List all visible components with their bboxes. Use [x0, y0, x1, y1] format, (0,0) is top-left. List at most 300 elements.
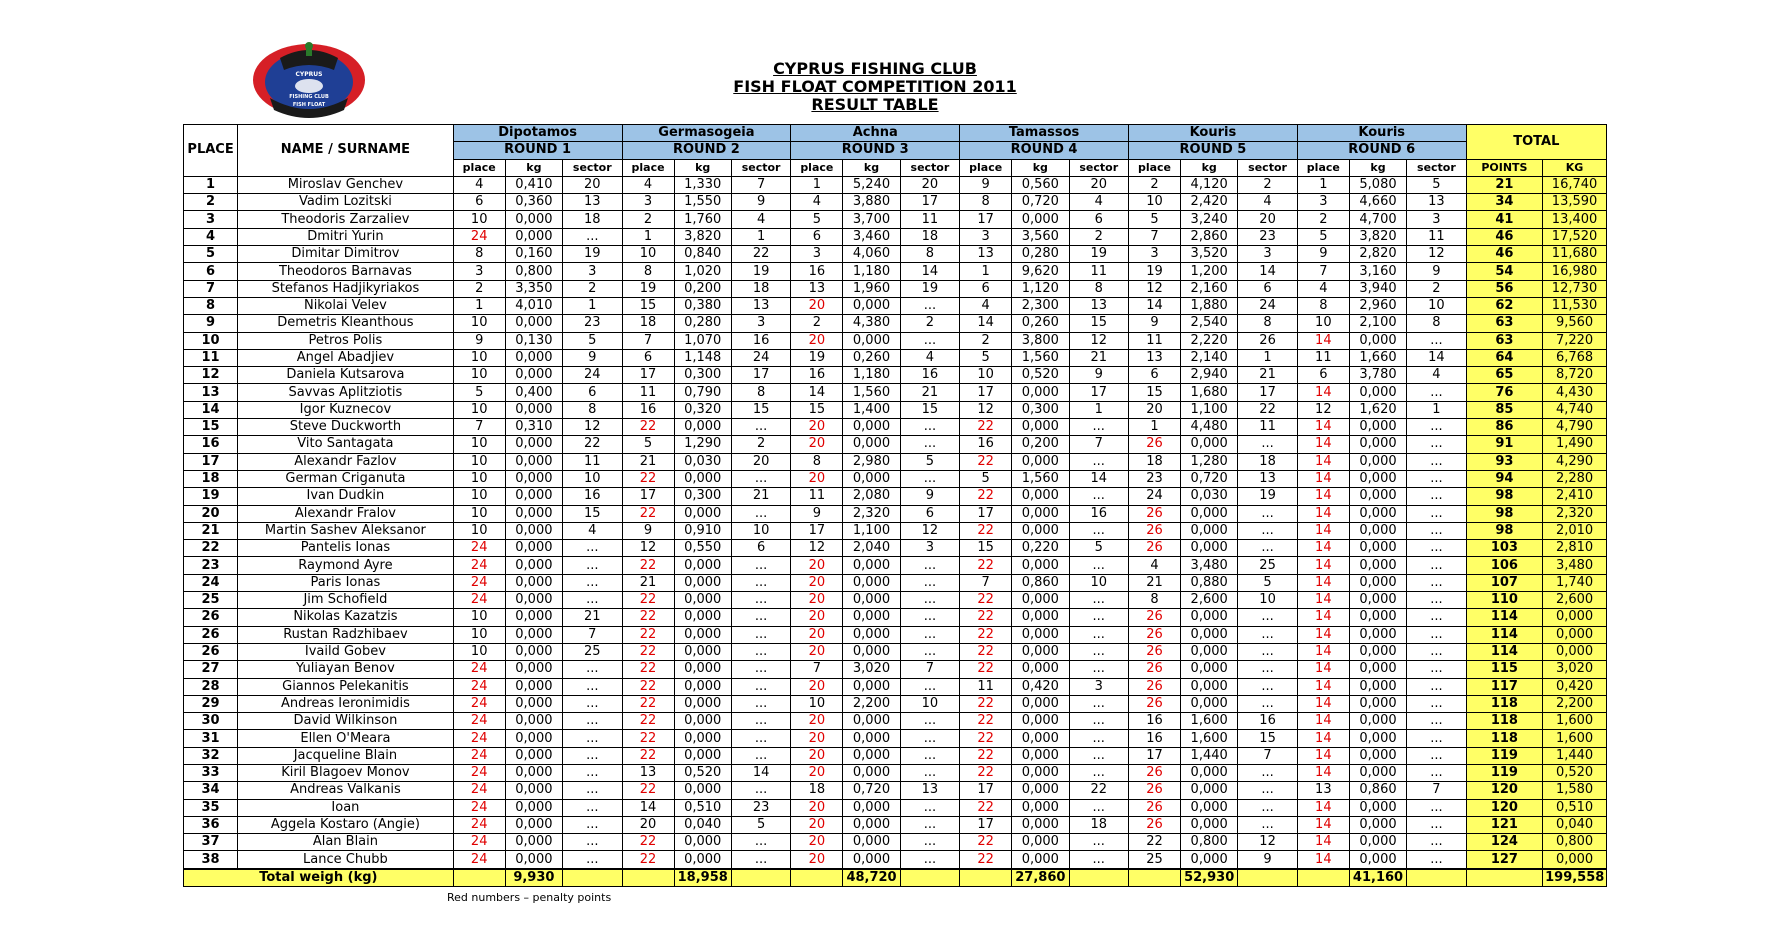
round-sector: ...: [563, 782, 622, 799]
round-kg: 0,000: [843, 799, 900, 816]
round-place: 17: [791, 522, 843, 539]
row-name: Giannos Pelekanitis: [238, 678, 454, 695]
table-row: [184, 436, 1607, 453]
row-points: 98: [1466, 522, 1542, 539]
round-kg: 0,000: [1349, 470, 1406, 487]
round-kg: 0,000: [843, 747, 900, 764]
round-kg: 0,000: [843, 470, 900, 487]
round-kg: 0,000: [505, 678, 562, 695]
round-sector: 16: [1238, 713, 1297, 730]
round-sector: ...: [1407, 574, 1466, 591]
round-kg: 0,000: [843, 851, 900, 869]
round-kg: 0,720: [1181, 470, 1238, 487]
table-row: [184, 609, 1607, 626]
row-kg-total: 16,740: [1543, 176, 1607, 193]
round-kg: 1,120: [1012, 280, 1069, 297]
header-kg: KG: [1543, 159, 1607, 176]
round-kg: 0,000: [1349, 661, 1406, 678]
header-sub-sector: sector: [1407, 159, 1466, 176]
round-place: 14: [1297, 626, 1349, 643]
round-place: 14: [1297, 332, 1349, 349]
round-kg: 0,560: [1012, 176, 1069, 193]
round-kg: 0,000: [843, 764, 900, 781]
round-sector: ...: [1407, 436, 1466, 453]
round-kg: 0,000: [843, 626, 900, 643]
round-kg: 1,020: [674, 263, 731, 280]
round-kg: 0,000: [1349, 609, 1406, 626]
round-kg: 0,000: [843, 678, 900, 695]
round-kg: 0,000: [1181, 799, 1238, 816]
round-sector: 9: [1407, 263, 1466, 280]
round-kg: 0,510: [674, 799, 731, 816]
row-name: Angel Abadjiev: [238, 349, 454, 366]
row-kg-total: 3,480: [1543, 557, 1607, 574]
round-kg: 0,000: [1181, 540, 1238, 557]
round-sector: ...: [1238, 609, 1297, 626]
round-kg: 0,000: [1012, 799, 1069, 816]
round-place: 10: [791, 695, 843, 712]
round-place: 9: [453, 332, 505, 349]
round-sector: 2: [1069, 228, 1128, 245]
row-place: 1: [184, 176, 238, 193]
round-place: 20: [791, 816, 843, 833]
round-place: 20: [791, 574, 843, 591]
round-place: 10: [1297, 315, 1349, 332]
round-sector: ...: [731, 557, 790, 574]
round-place: 20: [791, 419, 843, 436]
round-place: 7: [791, 661, 843, 678]
round-place: 2: [1128, 176, 1180, 193]
table-row: [184, 246, 1607, 263]
row-place: 36: [184, 816, 238, 833]
row-points: 93: [1466, 453, 1542, 470]
table-row: [184, 384, 1607, 401]
round-sector: ...: [900, 297, 959, 314]
round-sector: 18: [731, 280, 790, 297]
header-sub-sector: sector: [731, 159, 790, 176]
svg-text:FISH FLOAT: FISH FLOAT: [292, 102, 326, 108]
row-points: 127: [1466, 851, 1542, 869]
round-sector: 9: [900, 488, 959, 505]
round-place: 14: [1297, 522, 1349, 539]
round-place: 14: [1297, 488, 1349, 505]
round-sector: 8: [1069, 280, 1128, 297]
round-sector: 12: [1069, 332, 1128, 349]
totals-spacer: [1128, 869, 1180, 887]
round-sector: ...: [1238, 816, 1297, 833]
round-place: 26: [1128, 522, 1180, 539]
round-place: 11: [1128, 332, 1180, 349]
round-sector: ...: [900, 574, 959, 591]
round-sector: 5: [1407, 176, 1466, 193]
round-kg: 0,000: [843, 816, 900, 833]
round-place: 22: [622, 557, 674, 574]
round-sector: ...: [1069, 695, 1128, 712]
row-place: 21: [184, 522, 238, 539]
row-name: Ellen O'Meara: [238, 730, 454, 747]
round-place: 20: [791, 470, 843, 487]
round-kg: 0,000: [1349, 505, 1406, 522]
round-kg: 0,840: [674, 246, 731, 263]
round-place: 12: [791, 540, 843, 557]
row-points: 124: [1466, 834, 1542, 851]
round-sector: ...: [1407, 626, 1466, 643]
round-place: 24: [453, 834, 505, 851]
round-kg: 0,000: [674, 557, 731, 574]
round-place: 14: [1297, 678, 1349, 695]
round-sector: ...: [1069, 626, 1128, 643]
header-sub-sector: sector: [563, 159, 622, 176]
row-points: 34: [1466, 194, 1542, 211]
round-place: 24: [453, 730, 505, 747]
round-place: 12: [1128, 280, 1180, 297]
round-kg: 0,000: [505, 574, 562, 591]
round-kg: 0,000: [1012, 851, 1069, 869]
round-kg: 0,000: [1181, 522, 1238, 539]
totals-spacer: [1069, 869, 1128, 887]
row-place: 31: [184, 730, 238, 747]
row-name: Paris Ionas: [238, 574, 454, 591]
round-sector: 23: [563, 315, 622, 332]
row-points: 86: [1466, 419, 1542, 436]
row-points: 56: [1466, 280, 1542, 297]
round-place: 26: [1128, 626, 1180, 643]
round-place: 6: [1297, 367, 1349, 384]
round-kg: 2,100: [1349, 315, 1406, 332]
round-kg: 0,000: [1181, 695, 1238, 712]
row-place: 11: [184, 349, 238, 366]
round-sector: ...: [563, 747, 622, 764]
round-sector: 21: [900, 384, 959, 401]
round-kg: 4,700: [1349, 211, 1406, 228]
round-place: 14: [1297, 453, 1349, 470]
row-kg-total: 1,440: [1543, 747, 1607, 764]
round-kg: 1,560: [1012, 349, 1069, 366]
round-sector: 19: [731, 263, 790, 280]
round-place: 24: [453, 747, 505, 764]
row-place: 38: [184, 851, 238, 869]
table-row: [184, 747, 1607, 764]
table-row: [184, 695, 1607, 712]
header-location: Dipotamos: [453, 125, 622, 142]
round-sector: ...: [1407, 557, 1466, 574]
round-sector: ...: [1069, 609, 1128, 626]
round-sector: ...: [1407, 384, 1466, 401]
row-name: Alexandr Fralov: [238, 505, 454, 522]
row-place: 29: [184, 695, 238, 712]
round-kg: 0,030: [1181, 488, 1238, 505]
row-name: Nikolas Kazatzis: [238, 609, 454, 626]
row-points: 85: [1466, 401, 1542, 418]
round-sector: 3: [1069, 678, 1128, 695]
row-kg-total: 2,410: [1543, 488, 1607, 505]
table-row: [184, 834, 1607, 851]
header-sub-kg: kg: [1012, 159, 1069, 176]
round-sector: ...: [1238, 678, 1297, 695]
round-sector: ...: [900, 419, 959, 436]
round-sector: ...: [731, 470, 790, 487]
round-sector: ...: [1069, 488, 1128, 505]
round-sector: ...: [1238, 764, 1297, 781]
round-place: 6: [960, 280, 1012, 297]
round-sector: 11: [563, 453, 622, 470]
row-kg-total: 0,040: [1543, 816, 1607, 833]
round-place: 18: [622, 315, 674, 332]
round-sector: 13: [1069, 297, 1128, 314]
round-place: 15: [1128, 384, 1180, 401]
round-place: 9: [1297, 246, 1349, 263]
round-kg: 0,000: [843, 297, 900, 314]
round-sector: ...: [1238, 540, 1297, 557]
round-sector: 2: [731, 436, 790, 453]
round-place: 20: [791, 764, 843, 781]
round-sector: ...: [563, 228, 622, 245]
round-place: 26: [1128, 678, 1180, 695]
row-name: Savvas Aplitziotis: [238, 384, 454, 401]
round-place: 20: [791, 436, 843, 453]
round-kg: 0,720: [1012, 194, 1069, 211]
round-kg: 3,820: [1349, 228, 1406, 245]
row-place: 28: [184, 678, 238, 695]
round-kg: 0,910: [674, 522, 731, 539]
round-place: 17: [622, 367, 674, 384]
round-sector: ...: [1407, 609, 1466, 626]
round-kg: 2,820: [1349, 246, 1406, 263]
round-kg: 0,000: [505, 540, 562, 557]
round-place: 10: [453, 488, 505, 505]
round-sector: ...: [900, 643, 959, 660]
row-points: 63: [1466, 315, 1542, 332]
round-kg: 3,240: [1181, 211, 1238, 228]
round-kg: 2,540: [1181, 315, 1238, 332]
round-sector: 5: [1238, 574, 1297, 591]
svg-text:FISHING CLUB: FISHING CLUB: [289, 94, 329, 100]
round-place: 14: [1297, 730, 1349, 747]
round-kg: 1,760: [674, 211, 731, 228]
round-sector: 3: [1238, 246, 1297, 263]
round-kg: 0,000: [1181, 609, 1238, 626]
header-round: ROUND 6: [1297, 142, 1466, 159]
row-name: Theodoris Zarzaliev: [238, 211, 454, 228]
table-row: [184, 782, 1607, 799]
round-place: 20: [791, 851, 843, 869]
round-place: 24: [453, 713, 505, 730]
round-kg: 0,000: [505, 816, 562, 833]
round-kg: 3,940: [1349, 280, 1406, 297]
round-kg: 0,790: [674, 384, 731, 401]
round-sector: 9: [563, 349, 622, 366]
round-sector: ...: [1407, 799, 1466, 816]
round-place: 14: [1297, 713, 1349, 730]
header-sub-kg: kg: [843, 159, 900, 176]
round-sector: 1: [1407, 401, 1466, 418]
round-sector: 6: [731, 540, 790, 557]
row-place: 4: [184, 228, 238, 245]
round-place: 16: [622, 401, 674, 418]
round-sector: ...: [1238, 522, 1297, 539]
row-name: Alexandr Fazlov: [238, 453, 454, 470]
round-kg: 1,880: [1181, 297, 1238, 314]
round-sector: ...: [563, 834, 622, 851]
round-kg: 0,000: [1012, 816, 1069, 833]
round-sector: 14: [1407, 349, 1466, 366]
round-place: 13: [791, 280, 843, 297]
row-points: 63: [1466, 332, 1542, 349]
round-sector: ...: [900, 730, 959, 747]
round-kg: 1,180: [843, 367, 900, 384]
round-sector: ...: [731, 592, 790, 609]
round-kg: 0,000: [1349, 419, 1406, 436]
round-kg: 1,100: [1181, 401, 1238, 418]
round-place: 4: [453, 176, 505, 193]
round-kg: 4,060: [843, 246, 900, 263]
round-sector: ...: [1407, 713, 1466, 730]
totals-round-kg: 9,930: [505, 869, 562, 887]
table-row: [184, 557, 1607, 574]
row-points: 118: [1466, 730, 1542, 747]
row-points: 54: [1466, 263, 1542, 280]
header-sub-kg: kg: [674, 159, 731, 176]
svg-text:CYPRUS: CYPRUS: [295, 71, 323, 78]
round-kg: 0,000: [843, 436, 900, 453]
round-sector: ...: [1238, 661, 1297, 678]
round-place: 20: [791, 799, 843, 816]
table-row: [184, 764, 1607, 781]
round-place: 21: [1128, 574, 1180, 591]
totals-spacer: [1297, 869, 1349, 887]
round-place: 7: [1128, 228, 1180, 245]
round-kg: 1,330: [674, 176, 731, 193]
row-place: 27: [184, 661, 238, 678]
round-sector: 24: [731, 349, 790, 366]
round-sector: 13: [563, 194, 622, 211]
round-kg: 0,200: [1012, 436, 1069, 453]
row-points: 62: [1466, 297, 1542, 314]
round-place: 26: [1128, 643, 1180, 660]
round-kg: 0,000: [505, 834, 562, 851]
round-sector: 8: [731, 384, 790, 401]
round-sector: ...: [900, 609, 959, 626]
round-sector: ...: [563, 678, 622, 695]
round-kg: 0,000: [674, 834, 731, 851]
round-kg: 0,000: [505, 488, 562, 505]
round-place: 10: [622, 246, 674, 263]
row-kg-total: 1,600: [1543, 730, 1607, 747]
round-place: 20: [791, 678, 843, 695]
round-sector: 5: [731, 816, 790, 833]
table-row: [184, 522, 1607, 539]
round-place: 14: [1297, 574, 1349, 591]
round-sector: 17: [1238, 384, 1297, 401]
header-location: Kouris: [1128, 125, 1297, 142]
header-location: Kouris: [1297, 125, 1466, 142]
round-kg: 4,480: [1181, 419, 1238, 436]
round-place: 26: [1128, 436, 1180, 453]
table-row: [184, 661, 1607, 678]
round-kg: 3,520: [1181, 246, 1238, 263]
totals-spacer: [960, 869, 1012, 887]
round-kg: 3,780: [1349, 367, 1406, 384]
round-kg: 0,000: [1012, 782, 1069, 799]
round-place: 22: [960, 522, 1012, 539]
row-place: 26: [184, 626, 238, 643]
row-name: Vadim Lozitski: [238, 194, 454, 211]
row-kg-total: 16,980: [1543, 263, 1607, 280]
round-sector: ...: [731, 747, 790, 764]
round-kg: 2,300: [1012, 297, 1069, 314]
round-kg: 0,000: [505, 367, 562, 384]
round-kg: 9,620: [1012, 263, 1069, 280]
round-kg: 1,680: [1181, 384, 1238, 401]
round-sector: 1: [1238, 349, 1297, 366]
round-kg: 1,180: [843, 263, 900, 280]
totals-spacer: [791, 869, 843, 887]
row-kg-total: 0,000: [1543, 851, 1607, 869]
row-points: 107: [1466, 574, 1542, 591]
round-place: 10: [453, 349, 505, 366]
round-sector: ...: [1407, 419, 1466, 436]
round-place: 11: [960, 678, 1012, 695]
table-row: [184, 453, 1607, 470]
round-kg: 0,000: [1349, 678, 1406, 695]
round-sector: 17: [1069, 384, 1128, 401]
header-round: ROUND 2: [622, 142, 791, 159]
row-name: Jim Schofield: [238, 592, 454, 609]
table-row: [184, 315, 1607, 332]
title-line-2: FISH FLOAT COMPETITION 2011: [733, 77, 1017, 96]
round-place: 20: [791, 626, 843, 643]
round-kg: 0,000: [1349, 626, 1406, 643]
totals-round-kg: 48,720: [843, 869, 900, 887]
header-sub-place: place: [1128, 159, 1180, 176]
round-kg: 0,280: [1012, 246, 1069, 263]
round-kg: 0,000: [1012, 643, 1069, 660]
round-kg: 1,400: [843, 401, 900, 418]
round-kg: 0,000: [1349, 816, 1406, 833]
round-place: 13: [622, 764, 674, 781]
round-kg: 0,000: [674, 592, 731, 609]
round-sector: 9: [1069, 367, 1128, 384]
round-sector: 19: [1238, 488, 1297, 505]
header-location: Achna: [791, 125, 960, 142]
round-kg: 1,290: [674, 436, 731, 453]
round-place: 24: [1128, 488, 1180, 505]
round-kg: 0,000: [1349, 522, 1406, 539]
round-sector: ...: [1407, 592, 1466, 609]
row-kg-total: 0,420: [1543, 678, 1607, 695]
round-sector: 14: [731, 764, 790, 781]
round-place: 8: [453, 246, 505, 263]
round-sector: 7: [1407, 782, 1466, 799]
round-kg: 0,000: [505, 505, 562, 522]
round-place: 17: [960, 211, 1012, 228]
round-kg: 1,600: [1181, 713, 1238, 730]
table-row: [184, 470, 1607, 487]
round-place: 5: [1297, 228, 1349, 245]
round-place: 1: [960, 263, 1012, 280]
round-place: 1: [1297, 176, 1349, 193]
row-kg-total: 4,790: [1543, 419, 1607, 436]
row-place: 7: [184, 280, 238, 297]
round-kg: 0,000: [505, 436, 562, 453]
round-place: 22: [622, 730, 674, 747]
table-row: [184, 419, 1607, 436]
row-name: Demetris Kleanthous: [238, 315, 454, 332]
round-place: 10: [1128, 194, 1180, 211]
row-kg-total: 2,810: [1543, 540, 1607, 557]
round-kg: 0,000: [505, 609, 562, 626]
table-row: [184, 176, 1607, 193]
